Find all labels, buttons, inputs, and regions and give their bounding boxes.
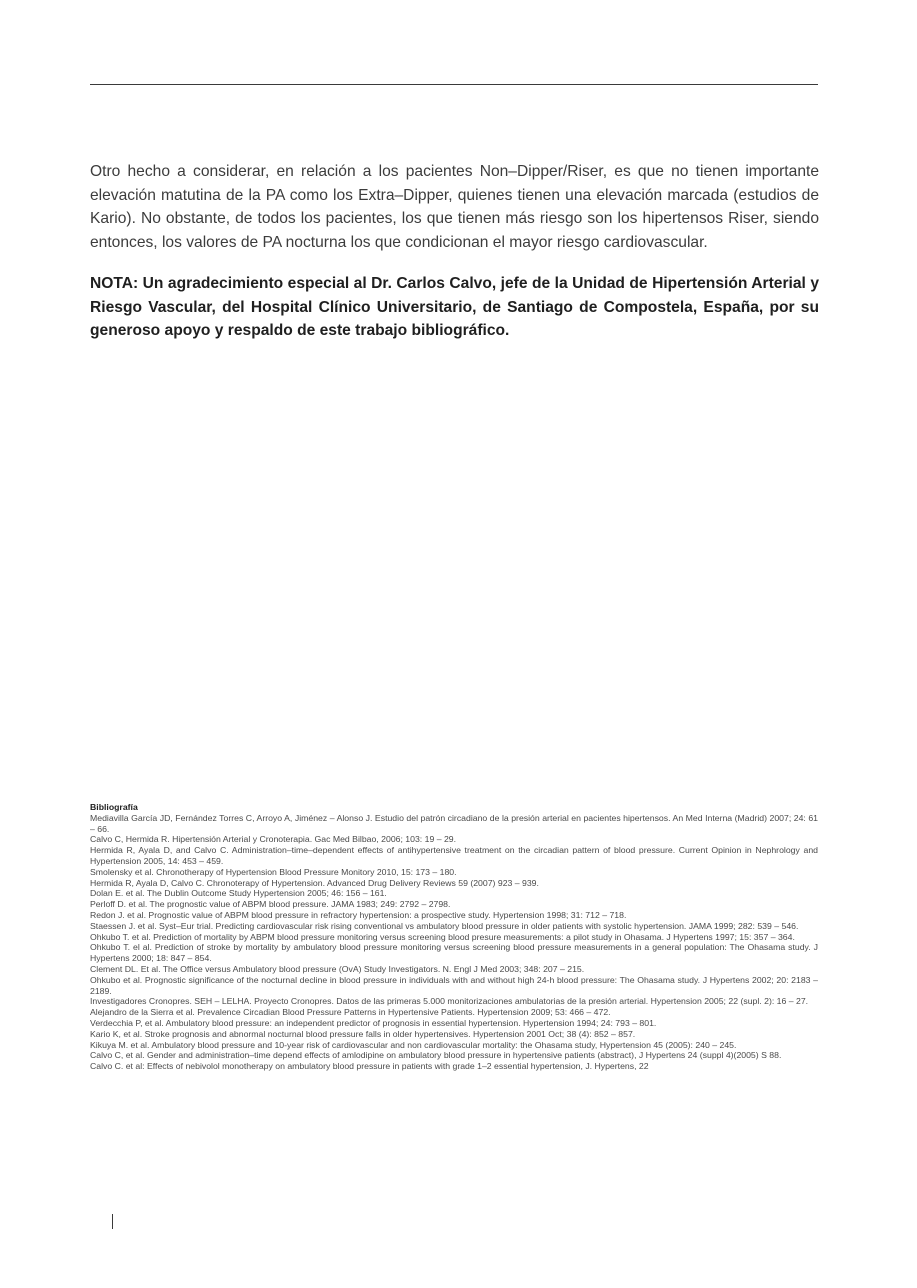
header-rule: [90, 84, 818, 85]
bibliography-heading: Bibliografía: [90, 802, 138, 812]
reference-item: Dolan E. et al. The Dublin Outcome Study Hypertension 2005; 46: 156 – 161.: [90, 888, 387, 899]
reference-item: Calvo C, et al. Gender and administration–time depend effects of amlodipine on ambulatory blood pressure in hypertensive patients (abstract), J Hypertens 24 (suppl 4)(2005) S 88.: [90, 1050, 782, 1061]
reference-item: Calvo C, Hermida R. Hipertensión Arterial y Cronoterapia. Gac Med Bilbao, 2006; 103: 19 – 29.: [90, 834, 457, 845]
reference-item: Verdecchia P, et al. Ambulatory blood pressure: an independent predictor of prognosis in essential hypertension. Hypertension 1994; 24: 793 – 801.: [90, 1017, 657, 1028]
reference-item: Ohkubo T. et al. Prediction of mortality by ABPM blood pressure monitoring versus screening blood presure measurements: a pilot study in Ohasama. J Hypertens 1997; 15: 357 – 364.: [90, 931, 795, 942]
reference-item: Kikuya M. et al. Ambulatory blood pressure and 10-year risk of cardiovascular and non cardiovascular mortality: the Ohasama study, Hypertension 45 (2005): 240 – 245.: [90, 1039, 737, 1050]
body-paragraph: Otro hecho a considerar, en relación a los pacientes Non–Dipper/Riser, es que no tienen importante elevación matutina de la PA como los Extra–Dipper, quienes tienen una elevación marcada (estudios de Kario). No obstante, de todos los pacientes, los que tienen más riesgo son los hipertensos Riser, siendo entonces, los valores de PA nocturna los que condicionan el mayor riesgo cardiovascular.: [90, 163, 819, 251]
bibliography: [90, 802, 818, 1072]
reference-item: Ohkubo T. el al. Prediction of stroke by mortality by ambulatory blood pressure monitoring versus screening blood pressure measurements in a general population: The Ohasama study. J Hypertens 2000; 18: 847 – 854.: [90, 942, 818, 964]
reference-item: Hermida R, Ayala D, Calvo C. Chronoterapy of Hypertension. Advanced Drug Delivery Reviews 59 (2007) 923 – 939.: [90, 877, 539, 888]
reference-item: Smolensky et al. Chronotherapy of Hypertension Blood Pressure Monitory 2010, 15: 173 – 180.: [90, 866, 457, 877]
reference-item: Hermida R, Ayala D, and Calvo C. Administration–time–dependent effects of antihypertensive treatment on the circadian pattern of blood pressure. Current Opinion in Nephrology and Hypertension 2005, 14: 453 – 459.: [90, 845, 818, 866]
reference-item: Calvo C. et al: Effects of nebivolol monotherapy on ambulatory blood pressure in patients with grade 1–2 essential hypertension, J. Hypertens, 22: [90, 1061, 649, 1072]
reference-item: Redon J. et al. Prognostic value of ABPM blood pressure in refractory hypertension: a prospective study. Hypertension 1998; 31: 712 – 718.: [90, 909, 627, 920]
page-margin-mark: [112, 1214, 113, 1229]
reference-item: Kario K, et al. Stroke prognosis and abnormal nocturnal blood pressure falls in older hypertensives. Hypertension 2001 Oct; 38 (4): 852 – 857.: [90, 1028, 636, 1039]
reference-item: Alejandro de la Sierra et al. Prevalence Circadian Blood Pressure Patterns in Hypertensive Patients. Hypertension 2009; 53: 466 – 472.: [90, 1007, 611, 1018]
reference-item: Staessen J. et al. Syst–Eur trial. Predicting cardiovascular risk rising conventional vs ambulatory blood pressure in older patients with systolic hypertension. JAMA 1999; 282: 539 – 546.: [90, 920, 799, 931]
reference-item: Clement DL. Et al. The Office versus Ambulatory blood pressure (OvA) Study Investigators. N. Engl J Med 2003; 348: 207 – 215.: [90, 963, 585, 974]
reference-item: Investigadores Cronopres. SEH – LELHA. Proyecto Cronopres. Datos de las primeras 5.000 monitorizaciones ambulatorias de la presión arterial. Hypertension 2005; 22 (supl. 2): 16 – 27.: [90, 996, 809, 1007]
acknowledgement-note: NOTA: Un agradecimiento especial al Dr. Carlos Calvo, jefe de la Unidad de Hipertensión Arterial y Riesgo Vascular, del Hospital Clínico Universitario, de Santiago de Compostela, España, por su generoso apoyo y respaldo de este trabajo bibliográfico.: [90, 275, 819, 339]
reference-list: [90, 813, 818, 1072]
reference-item: Perloff D. et al. The prognostic value of ABPM blood pressure. JAMA 1983; 249: 2792 – 2798.: [90, 899, 451, 910]
reference-item: Ohkubo et al. Prognostic significance of the nocturnal decline in blood pressure in individuals with and without high 24-h blood pressure: The Ohasama study. J Hypertens 2002; 20: 2183 – 2189.: [90, 974, 818, 996]
reference-item: Mediavilla García JD, Fernández Torres C, Arroyo A, Jiménez – Alonso J. Estudio del patrón circadiano de la presión arterial en pacientes hipertensos. An Med Interna (Madrid) 2007; 24: 61 – 66.: [90, 812, 818, 834]
